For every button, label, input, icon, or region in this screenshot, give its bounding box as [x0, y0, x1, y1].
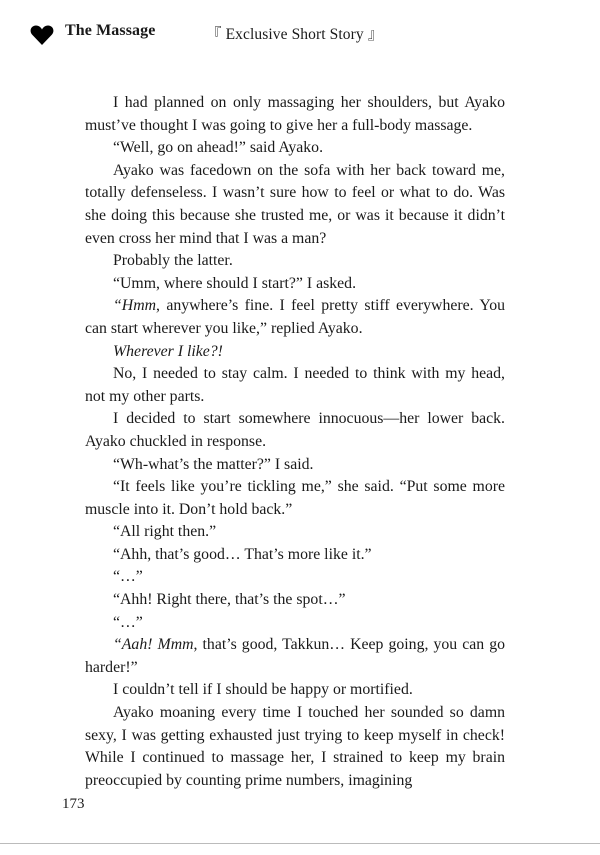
paragraph: “Ahh, that’s good… That’s more like it.”	[113, 545, 372, 563]
page-number: 173	[62, 796, 85, 812]
paragraph: Ayako moaning every time I touched her sounded so damn sexy, I was getting exhausted just trying to keep myself in check! While I continued to massage her, I strained to keep my brain preoccupied by counting prime numbers, imagining	[85, 704, 505, 789]
chapter-subtitle: 『 Exclusive Short Story 』	[206, 26, 384, 43]
bottom-divider	[0, 843, 600, 844]
paragraph: I couldn’t tell if I should be happy or mortified.	[113, 681, 413, 699]
paragraph: No, I needed to stay calm. I needed to think with my head, not my other parts.	[85, 365, 505, 405]
heart-icon	[30, 24, 54, 46]
paragraph: “Well, go on ahead!” said Ayako.	[113, 139, 324, 157]
paragraph: “Wh-what’s the matter?” I said.	[113, 455, 314, 473]
paragraph-italic: Wherever I like?!	[113, 342, 223, 360]
italic-text: “Aah! Mmm	[113, 636, 194, 654]
italic-text: “Hmm	[113, 297, 157, 315]
body-text	[85, 92, 505, 792]
paragraph-text: , that’s good, Takkun… Keep going, you can go harder!”	[85, 636, 505, 676]
paragraph: “…”	[113, 568, 143, 586]
paragraph: “Umm, where should I start?” I asked.	[113, 274, 357, 292]
paragraph: “…”	[113, 613, 143, 631]
paragraph	[85, 295, 505, 340]
paragraph: “It feels like you’re tickling me,” she said. “Put some more muscle into it. Don’t hold back.”	[85, 478, 505, 518]
paragraph	[85, 634, 505, 679]
paragraph: Ayako was facedown on the sofa with her back toward me, totally defenseless. I wasn’t sure how to feel or what to do. Was she doing this because she trusted me, or was it because it didn’t even cross her mind that I was a man?	[85, 161, 505, 247]
chapter-title: The Massage	[65, 22, 156, 39]
running-header	[0, 18, 600, 48]
paragraph: “Ahh! Right there, that’s the spot…”	[113, 591, 346, 609]
paragraph: I had planned on only massaging her shoulders, but Ayako must’ve thought I was going to give her a full-body massage.	[85, 94, 505, 134]
paragraph-text: , anywhere’s fine. I feel pretty stiff everywhere. You can start wherever you like,” replied Ayako.	[85, 297, 505, 337]
paragraph: “All right then.”	[113, 523, 217, 541]
paragraph: Probably the latter.	[113, 252, 233, 270]
paragraph: I decided to start somewhere innocuous—her lower back. Ayako chuckled in response.	[85, 410, 505, 450]
